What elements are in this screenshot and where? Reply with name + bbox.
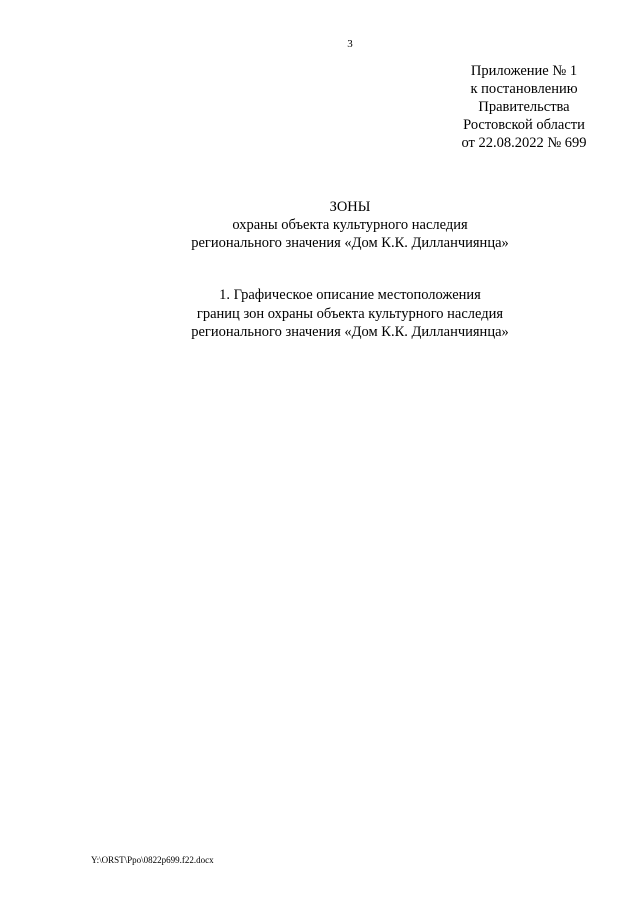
- appendix-header: [440, 62, 608, 152]
- appendix-line: Приложение № 1: [470, 63, 578, 79]
- footer-file-path: Y:\ORST\Ppo\0822p699.f22.docx: [91, 855, 214, 865]
- section-line: регионального значения «Дом К.К. Дилланчиянца»: [191, 324, 509, 340]
- section-heading: [60, 286, 640, 342]
- title-heading: ЗОНЫ: [329, 199, 371, 215]
- appendix-line: Ростовской области: [463, 117, 585, 133]
- section-line: 1. Графическое описание местоположения: [219, 287, 481, 303]
- title-line: охраны объекта культурного наследия: [232, 217, 468, 233]
- appendix-line: от 22.08.2022 № 699: [461, 135, 587, 151]
- document-title: [60, 198, 640, 252]
- title-line: регионального значения «Дом К.К. Дилланчиянца»: [191, 235, 509, 251]
- appendix-line: Правительства: [478, 99, 570, 115]
- appendix-line: к постановлению: [470, 81, 578, 97]
- section-line: границ зон охраны объекта культурного наследия: [196, 305, 504, 322]
- page-number: 3: [347, 38, 353, 50]
